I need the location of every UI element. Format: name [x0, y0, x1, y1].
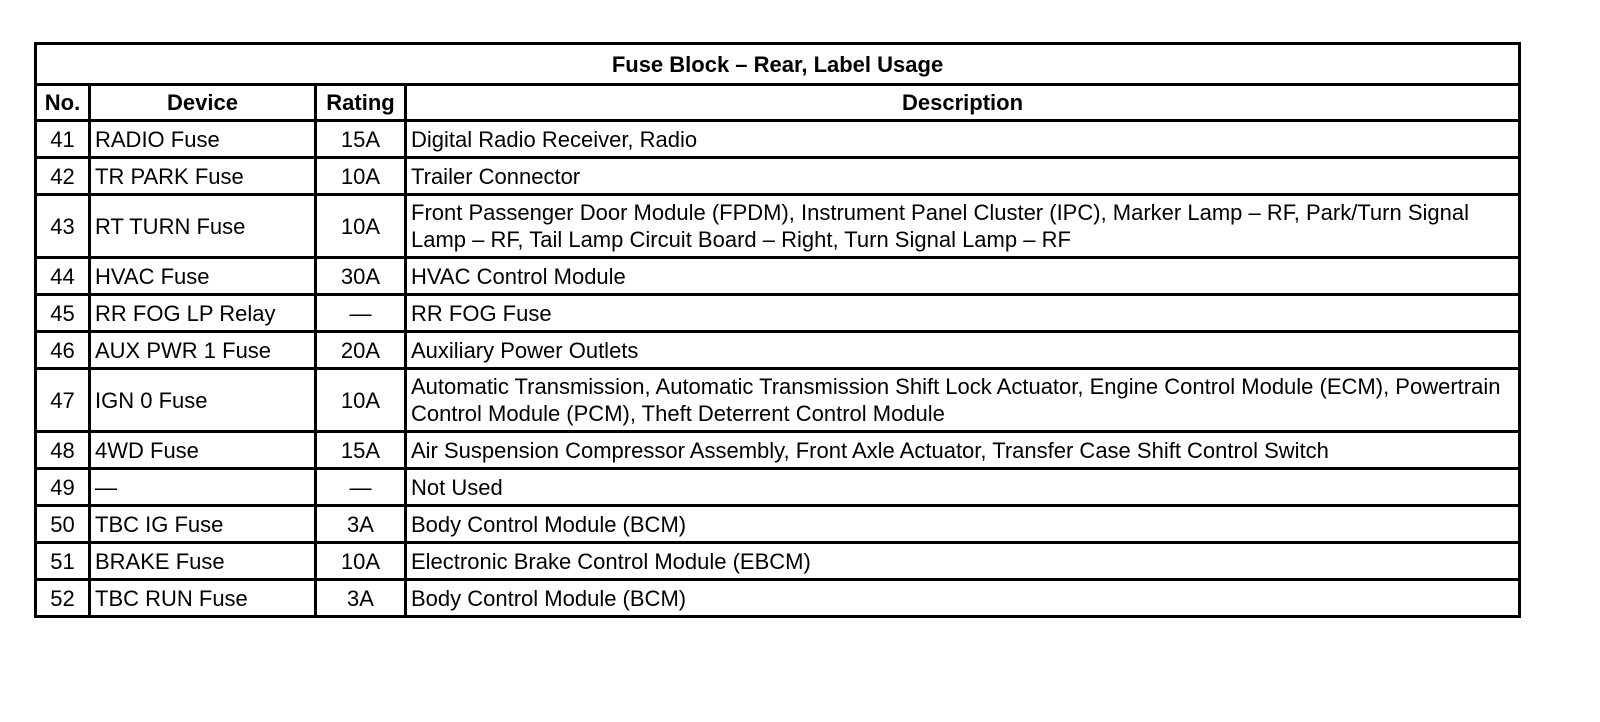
table-row — [36, 295, 1520, 332]
cell-description: HVAC Control Module — [406, 258, 1520, 295]
table-row — [36, 506, 1520, 543]
table-row — [36, 580, 1520, 617]
cell-device: 4WD Fuse — [90, 432, 316, 469]
cell-device: TBC RUN Fuse — [90, 580, 316, 617]
cell-device: BRAKE Fuse — [90, 543, 316, 580]
cell-rating: 10A — [316, 369, 406, 432]
table-title: Fuse Block – Rear, Label Usage — [36, 44, 1520, 85]
cell-no: 41 — [36, 121, 90, 158]
cell-device: RT TURN Fuse — [90, 195, 316, 258]
cell-device: RADIO Fuse — [90, 121, 316, 158]
cell-no: 50 — [36, 506, 90, 543]
cell-description: Body Control Module (BCM) — [406, 506, 1520, 543]
header-no: No. — [36, 85, 90, 121]
cell-rating: 30A — [316, 258, 406, 295]
cell-no: 52 — [36, 580, 90, 617]
cell-description: Air Suspension Compressor Assembly, Front Axle Actuator, Transfer Case Shift Control Switch — [406, 432, 1520, 469]
cell-no: 43 — [36, 195, 90, 258]
table-title-row — [36, 44, 1520, 85]
header-description: Description — [406, 85, 1520, 121]
table-row — [36, 369, 1520, 432]
table-row — [36, 195, 1520, 258]
table-row — [36, 158, 1520, 195]
cell-description: Electronic Brake Control Module (EBCM) — [406, 543, 1520, 580]
cell-no: 47 — [36, 369, 90, 432]
cell-rating: 15A — [316, 432, 406, 469]
cell-no: 49 — [36, 469, 90, 506]
table-row — [36, 258, 1520, 295]
cell-description: Front Passenger Door Module (FPDM), Instrument Panel Cluster (IPC), Marker Lamp – RF, Park/Turn Signal Lamp – RF, Tail Lamp Circuit Board – Right, Turn Signal Lamp – RF — [406, 195, 1520, 258]
table-row — [36, 432, 1520, 469]
cell-device: TR PARK Fuse — [90, 158, 316, 195]
header-rating: Rating — [316, 85, 406, 121]
table-row — [36, 469, 1520, 506]
cell-device: — — [90, 469, 316, 506]
cell-rating: 10A — [316, 158, 406, 195]
cell-device: IGN 0 Fuse — [90, 369, 316, 432]
cell-description: Not Used — [406, 469, 1520, 506]
cell-rating: 10A — [316, 195, 406, 258]
table-header-row — [36, 85, 1520, 121]
cell-no: 51 — [36, 543, 90, 580]
table-row — [36, 543, 1520, 580]
cell-description: Digital Radio Receiver, Radio — [406, 121, 1520, 158]
cell-description: Automatic Transmission, Automatic Transmission Shift Lock Actuator, Engine Control Module (ECM), Powertrain Control Module (PCM), Theft Deterrent Control Module — [406, 369, 1520, 432]
table-row — [36, 121, 1520, 158]
cell-no: 46 — [36, 332, 90, 369]
cell-description: RR FOG Fuse — [406, 295, 1520, 332]
cell-rating: — — [316, 295, 406, 332]
cell-rating: 3A — [316, 580, 406, 617]
cell-description: Auxiliary Power Outlets — [406, 332, 1520, 369]
cell-rating: 20A — [316, 332, 406, 369]
cell-no: 45 — [36, 295, 90, 332]
header-device: Device — [90, 85, 316, 121]
cell-device: RR FOG LP Relay — [90, 295, 316, 332]
table-body — [36, 121, 1520, 617]
cell-device: HVAC Fuse — [90, 258, 316, 295]
cell-rating: 10A — [316, 543, 406, 580]
cell-no: 44 — [36, 258, 90, 295]
cell-rating: 15A — [316, 121, 406, 158]
cell-rating: — — [316, 469, 406, 506]
cell-device: TBC IG Fuse — [90, 506, 316, 543]
cell-description: Trailer Connector — [406, 158, 1520, 195]
table-row — [36, 332, 1520, 369]
cell-no: 42 — [36, 158, 90, 195]
cell-device: AUX PWR 1 Fuse — [90, 332, 316, 369]
cell-rating: 3A — [316, 506, 406, 543]
cell-no: 48 — [36, 432, 90, 469]
fuse-block-table — [34, 42, 1521, 618]
cell-description: Body Control Module (BCM) — [406, 580, 1520, 617]
